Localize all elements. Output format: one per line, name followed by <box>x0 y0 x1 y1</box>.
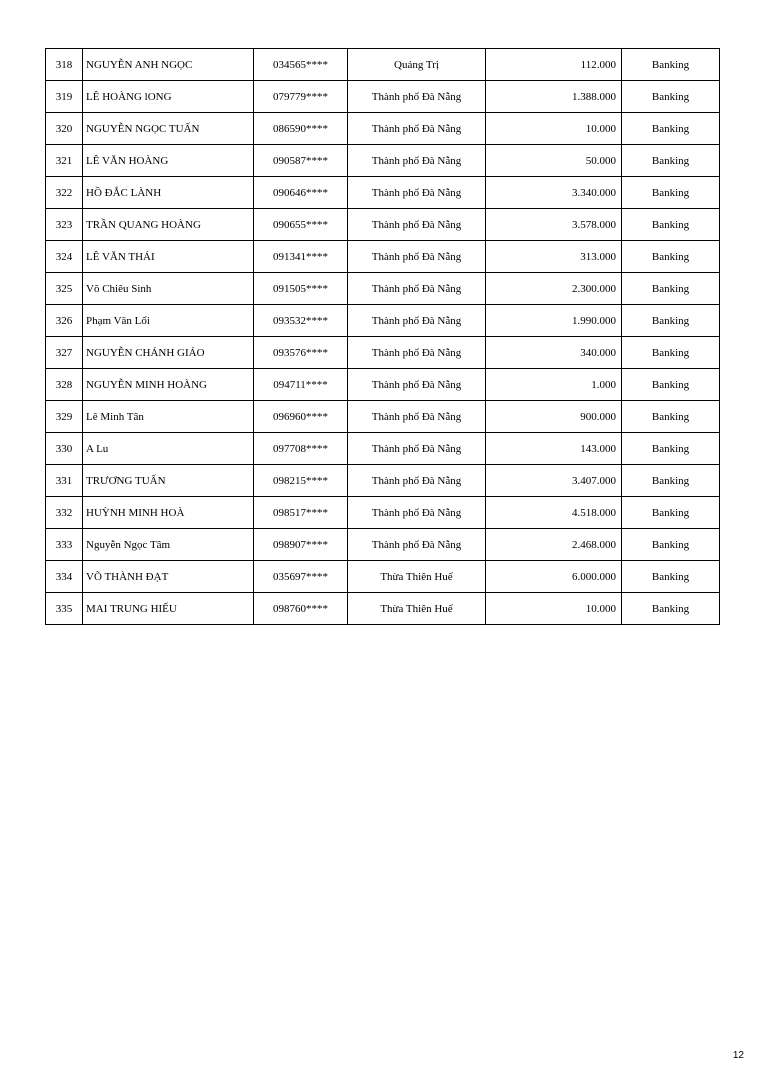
row-number-cell: 325 <box>46 273 83 305</box>
province-cell: Thành phố Đà Nẵng <box>348 465 486 497</box>
donor-name-cell: VÕ THÀNH ĐẠT <box>83 561 254 593</box>
table-row <box>46 433 720 465</box>
donation-table <box>45 48 720 625</box>
table-row <box>46 273 720 305</box>
amount-cell: 10.000 <box>486 593 622 625</box>
amount-cell: 1.388.000 <box>486 81 622 113</box>
amount-cell: 900.000 <box>486 401 622 433</box>
row-number-cell: 328 <box>46 369 83 401</box>
method-cell: Banking <box>622 241 720 273</box>
donor-name-cell: MAI TRUNG HIẾU <box>83 593 254 625</box>
donor-name-cell: Võ Chiêu Sinh <box>83 273 254 305</box>
method-cell: Banking <box>622 113 720 145</box>
row-number-cell: 334 <box>46 561 83 593</box>
method-cell: Banking <box>622 177 720 209</box>
table-row <box>46 81 720 113</box>
phone-cell: 098907**** <box>254 529 348 561</box>
row-number-cell: 324 <box>46 241 83 273</box>
phone-cell: 093532**** <box>254 305 348 337</box>
donor-name-cell: LÊ VĂN THÁI <box>83 241 254 273</box>
row-number-cell: 332 <box>46 497 83 529</box>
amount-cell: 6.000.000 <box>486 561 622 593</box>
province-cell: Thành phố Đà Nẵng <box>348 433 486 465</box>
table-row <box>46 49 720 81</box>
method-cell: Banking <box>622 305 720 337</box>
province-cell: Thành phố Đà Nẵng <box>348 81 486 113</box>
donor-name-cell: Phạm Văn Lổi <box>83 305 254 337</box>
table-row <box>46 529 720 561</box>
method-cell: Banking <box>622 369 720 401</box>
table-row <box>46 369 720 401</box>
method-cell: Banking <box>622 497 720 529</box>
row-number-cell: 327 <box>46 337 83 369</box>
donor-name-cell: TRƯƠNG TUẤN <box>83 465 254 497</box>
province-cell: Thành phố Đà Nẵng <box>348 273 486 305</box>
donor-name-cell: A Lu <box>83 433 254 465</box>
province-cell: Thành phố Đà Nẵng <box>348 529 486 561</box>
row-number-cell: 330 <box>46 433 83 465</box>
table-row <box>46 465 720 497</box>
phone-cell: 097708**** <box>254 433 348 465</box>
row-number-cell: 321 <box>46 145 83 177</box>
donor-name-cell: NGUYỄN ANH NGỌC <box>83 49 254 81</box>
method-cell: Banking <box>622 145 720 177</box>
province-cell: Thừa Thiên Huế <box>348 593 486 625</box>
phone-cell: 093576**** <box>254 337 348 369</box>
province-cell: Thành phố Đà Nẵng <box>348 145 486 177</box>
row-number-cell: 329 <box>46 401 83 433</box>
donor-name-cell: TRẦN QUANG HOÀNG <box>83 209 254 241</box>
phone-cell: 090655**** <box>254 209 348 241</box>
row-number-cell: 335 <box>46 593 83 625</box>
phone-cell: 094711**** <box>254 369 348 401</box>
province-cell: Thành phố Đà Nẵng <box>348 113 486 145</box>
donor-name-cell: Lê Minh Tân <box>83 401 254 433</box>
phone-cell: 098517**** <box>254 497 348 529</box>
row-number-cell: 323 <box>46 209 83 241</box>
phone-cell: 086590**** <box>254 113 348 145</box>
amount-cell: 340.000 <box>486 337 622 369</box>
table-row <box>46 593 720 625</box>
province-cell: Thành phố Đà Nẵng <box>348 241 486 273</box>
province-cell: Thành phố Đà Nẵng <box>348 177 486 209</box>
amount-cell: 3.407.000 <box>486 465 622 497</box>
province-cell: Thành phố Đà Nẵng <box>348 305 486 337</box>
method-cell: Banking <box>622 401 720 433</box>
table-row <box>46 209 720 241</box>
donor-name-cell: LÊ VĂN HOÀNG <box>83 145 254 177</box>
row-number-cell: 333 <box>46 529 83 561</box>
method-cell: Banking <box>622 81 720 113</box>
row-number-cell: 319 <box>46 81 83 113</box>
amount-cell: 50.000 <box>486 145 622 177</box>
donor-name-cell: NGUYỄN CHÁNH GIÁO <box>83 337 254 369</box>
amount-cell: 4.518.000 <box>486 497 622 529</box>
table-row <box>46 177 720 209</box>
table-row <box>46 497 720 529</box>
table-body <box>46 49 720 625</box>
amount-cell: 2.468.000 <box>486 529 622 561</box>
table-row <box>46 145 720 177</box>
donor-name-cell: HỒ ĐẮC LÀNH <box>83 177 254 209</box>
amount-cell: 2.300.000 <box>486 273 622 305</box>
donor-name-cell: LÊ HOÀNG lONG <box>83 81 254 113</box>
phone-cell: 096960**** <box>254 401 348 433</box>
row-number-cell: 331 <box>46 465 83 497</box>
donor-name-cell: NGUYỄN MINH HOÀNG <box>83 369 254 401</box>
amount-cell: 3.340.000 <box>486 177 622 209</box>
phone-cell: 034565**** <box>254 49 348 81</box>
method-cell: Banking <box>622 529 720 561</box>
province-cell: Thành phố Đà Nẵng <box>348 401 486 433</box>
table-row <box>46 305 720 337</box>
phone-cell: 091505**** <box>254 273 348 305</box>
method-cell: Banking <box>622 49 720 81</box>
phone-cell: 035697**** <box>254 561 348 593</box>
province-cell: Thành phố Đà Nẵng <box>348 209 486 241</box>
donor-name-cell: HUỲNH MINH HOÀ <box>83 497 254 529</box>
method-cell: Banking <box>622 273 720 305</box>
method-cell: Banking <box>622 433 720 465</box>
province-cell: Thành phố Đà Nẵng <box>348 369 486 401</box>
phone-cell: 079779**** <box>254 81 348 113</box>
method-cell: Banking <box>622 465 720 497</box>
donor-name-cell: Nguyễn Ngọc Tâm <box>83 529 254 561</box>
amount-cell: 1.990.000 <box>486 305 622 337</box>
table-row <box>46 113 720 145</box>
province-cell: Quảng Trị <box>348 49 486 81</box>
method-cell: Banking <box>622 593 720 625</box>
amount-cell: 313.000 <box>486 241 622 273</box>
phone-cell: 090587**** <box>254 145 348 177</box>
phone-cell: 091341**** <box>254 241 348 273</box>
table-row <box>46 241 720 273</box>
table-row <box>46 337 720 369</box>
table-row <box>46 401 720 433</box>
amount-cell: 1.000 <box>486 369 622 401</box>
phone-cell: 090646**** <box>254 177 348 209</box>
amount-cell: 143.000 <box>486 433 622 465</box>
amount-cell: 3.578.000 <box>486 209 622 241</box>
amount-cell: 10.000 <box>486 113 622 145</box>
amount-cell: 112.000 <box>486 49 622 81</box>
page-number: 12 <box>732 1050 744 1061</box>
table-row <box>46 561 720 593</box>
method-cell: Banking <box>622 561 720 593</box>
row-number-cell: 326 <box>46 305 83 337</box>
donor-name-cell: NGUYỄN NGỌC TUẤN <box>83 113 254 145</box>
method-cell: Banking <box>622 337 720 369</box>
method-cell: Banking <box>622 209 720 241</box>
row-number-cell: 322 <box>46 177 83 209</box>
row-number-cell: 318 <box>46 49 83 81</box>
province-cell: Thành phố Đà Nẵng <box>348 497 486 529</box>
province-cell: Thành phố Đà Nẵng <box>348 337 486 369</box>
phone-cell: 098760**** <box>254 593 348 625</box>
phone-cell: 098215**** <box>254 465 348 497</box>
province-cell: Thừa Thiên Huế <box>348 561 486 593</box>
row-number-cell: 320 <box>46 113 83 145</box>
